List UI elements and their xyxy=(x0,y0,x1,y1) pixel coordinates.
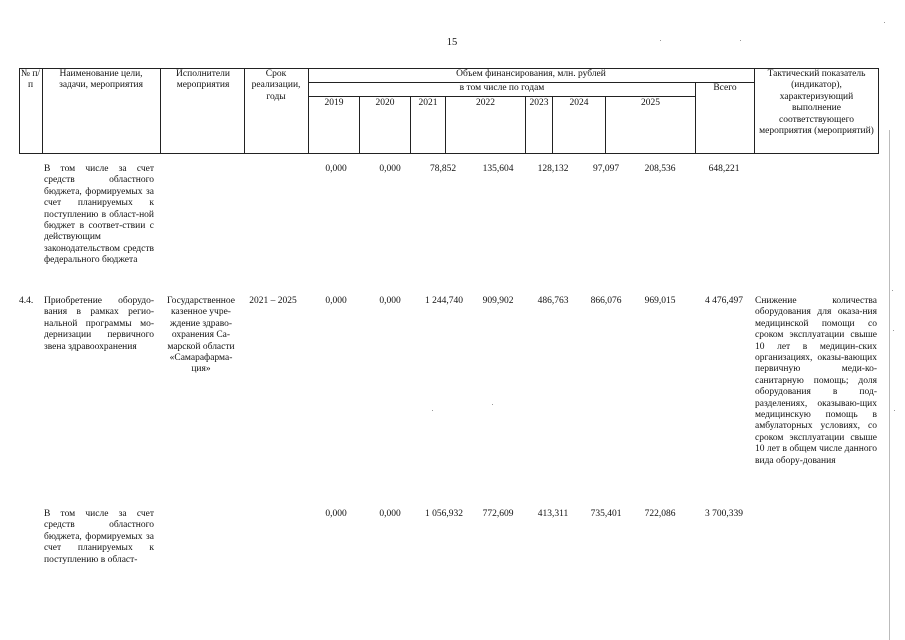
header-by-years: в том числе по годам xyxy=(459,83,545,93)
row-indicator: Снижение количества оборудования для оказа-ния медицинской помощи со сроком эксплуатации свыше 10 лет в медицин-ских организациях, оказы-вающих первичную меди-ко-санитарную помощь; доля оборудования в под-разделениях, оказываю-щих медицинскую помощь в амбулаторных условиях, со сроком эксплуатации свыше 10 лет в общем числе данного вида обору-дования xyxy=(755,296,877,466)
row-term: 2021 – 2025 xyxy=(249,296,297,306)
scan-speck xyxy=(884,22,885,23)
row-total: 3 700,339 xyxy=(705,509,743,519)
row-value: 0,000 xyxy=(325,509,347,519)
row-value: 0,000 xyxy=(325,164,347,174)
header-year: 2023 xyxy=(529,98,549,108)
header-indicator: Тактический показатель (индикатор), характеризующий выполнение соответствующего мероприятия (мероприятий) xyxy=(759,69,874,137)
row-value: 78,852 xyxy=(429,164,457,174)
header-total: Всего xyxy=(713,83,737,93)
row-value: 128,132 xyxy=(537,164,569,174)
header-year: 2022 xyxy=(476,98,495,108)
row-name: В том числе за счет средств областного бюджета, формируемых за счет планируемых к поступлению в област-ной бюджет в соответ-ствии с действующим законодательством средств федерального бюджета xyxy=(44,164,154,266)
scan-speck xyxy=(894,410,895,411)
scan-speck xyxy=(492,404,493,405)
header-funding-group: Объем финансирования, млн. рублей xyxy=(456,69,606,79)
row-total: 4 476,497 xyxy=(705,296,743,306)
row-value: 97,097 xyxy=(592,164,620,174)
scan-speck xyxy=(893,330,894,331)
row-value: 413,311 xyxy=(537,509,569,519)
header-no: № п/п xyxy=(20,69,41,91)
row-value: 486,763 xyxy=(537,296,569,306)
scan-speck xyxy=(660,40,661,41)
header-name: Наименование цели, задачи, мероприятия xyxy=(59,69,143,91)
scan-speck xyxy=(892,290,893,291)
row-value: 772,609 xyxy=(482,509,514,519)
scan-speck xyxy=(740,40,741,41)
row-executors: Государственное казенное учре-ждение здраво-охранения Са-марской области «Самарафарма-ция» xyxy=(167,296,235,375)
scan-speck xyxy=(432,410,433,411)
page-edge-line xyxy=(889,130,890,640)
row-value: 1 056,932 xyxy=(425,509,463,519)
header-year: 2024 xyxy=(569,98,589,108)
row-value: 735,401 xyxy=(590,509,622,519)
row-value: 0,000 xyxy=(379,296,401,306)
row-name: В том числе за счет средств областного бюджета, формируемых за счет планируемых к поступлению в област- xyxy=(44,509,154,565)
row-value: 866,076 xyxy=(590,296,622,306)
row-name: Приобретение оборудо-вания в рамках регио-нальной программы мо-дернизации первичного звена здравоохранения xyxy=(44,296,154,352)
row-value: 0,000 xyxy=(325,296,347,306)
row-value: 0,000 xyxy=(379,509,401,519)
header-year: 2020 xyxy=(375,98,395,108)
header-executors: Исполнители мероприятия xyxy=(176,69,230,91)
row-value: 969,015 xyxy=(644,296,676,306)
page-number: 15 xyxy=(446,37,458,48)
row-value: 0,000 xyxy=(379,164,401,174)
header-year: 2021 xyxy=(418,98,438,108)
row-value: 722,086 xyxy=(644,509,676,519)
row-value: 909,902 xyxy=(482,296,514,306)
header-year: 2025 xyxy=(641,98,660,108)
row-total: 648,221 xyxy=(708,164,740,174)
row-no: 4.4. xyxy=(19,296,34,306)
row-value: 208,536 xyxy=(644,164,676,174)
header-year: 2019 xyxy=(324,98,344,108)
table-header xyxy=(19,68,879,154)
row-value: 135,604 xyxy=(482,164,514,174)
row-value: 1 244,740 xyxy=(425,296,463,306)
header-term: Срок реализации, годы xyxy=(251,69,301,102)
